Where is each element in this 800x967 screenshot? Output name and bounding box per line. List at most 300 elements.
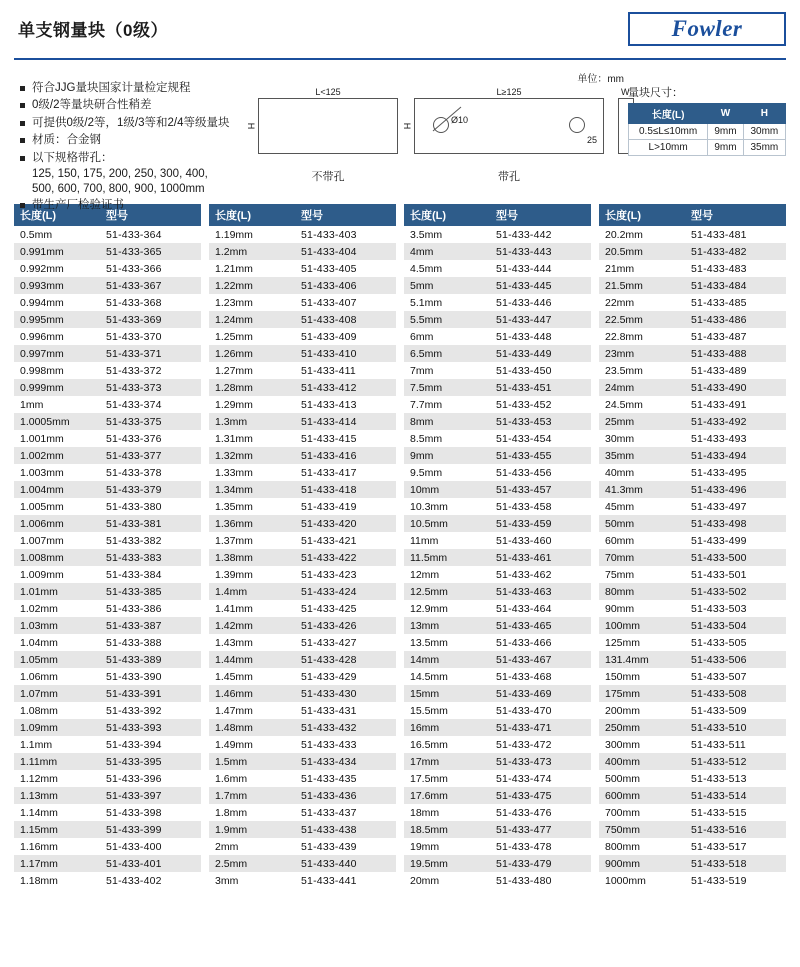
table-row	[599, 515, 786, 532]
table-row	[14, 736, 201, 753]
table-row	[599, 413, 786, 430]
cell-length: 1.003mm	[14, 464, 100, 481]
table-row	[209, 838, 396, 855]
table-row	[404, 736, 591, 753]
cell-length: 14.5mm	[404, 668, 490, 685]
table-row	[599, 668, 786, 685]
product-table-column-3	[404, 204, 591, 889]
table-row	[209, 379, 396, 396]
cell-model: 51-433-456	[490, 464, 591, 481]
cell-length: 1.44mm	[209, 651, 295, 668]
cell-model: 51-433-486	[685, 311, 786, 328]
cell-length: 600mm	[599, 787, 685, 804]
height-label-b: H	[402, 122, 413, 130]
cell-model: 51-433-424	[295, 583, 396, 600]
table-row	[14, 243, 201, 260]
cell-model: 51-433-483	[685, 260, 786, 277]
cell-length: 1.009mm	[14, 566, 100, 583]
cell-length: 3.5mm	[404, 226, 490, 243]
cell-model: 51-433-468	[490, 668, 591, 685]
cell-length: 1.001mm	[14, 430, 100, 447]
cell-length: 41.3mm	[599, 481, 685, 498]
dimension-header-length: 长度(L)	[629, 104, 708, 124]
cell-model: 51-433-449	[490, 345, 591, 362]
cell-model: 51-433-427	[295, 634, 396, 651]
cell-model: 51-433-388	[100, 634, 201, 651]
cell-model: 51-433-365	[100, 243, 201, 260]
product-table-header-row	[599, 204, 786, 226]
cell-length: 17.6mm	[404, 787, 490, 804]
table-row	[599, 498, 786, 515]
table-row	[599, 549, 786, 566]
cell-model: 51-433-442	[490, 226, 591, 243]
drawing-a-caption: 不带孔	[311, 171, 345, 183]
cell-model: 51-433-477	[490, 821, 591, 838]
dimension-header-w: W	[708, 104, 744, 124]
cell-length: 1.26mm	[209, 345, 295, 362]
table-row	[404, 447, 591, 464]
table-row	[14, 651, 201, 668]
cell-length: 1.05mm	[14, 651, 100, 668]
table-row	[404, 226, 591, 243]
cell-model: 51-433-411	[295, 362, 396, 379]
table-row	[629, 140, 786, 156]
table-row	[599, 634, 786, 651]
cell-model: 51-433-412	[295, 379, 396, 396]
table-row	[404, 413, 591, 430]
cell-length: 700mm	[599, 804, 685, 821]
cell-length: 1.39mm	[209, 566, 295, 583]
cell-model: 51-433-475	[490, 787, 591, 804]
cell-model: 51-433-374	[100, 396, 201, 413]
cell-model: 51-433-401	[100, 855, 201, 872]
spec-bullet: 符合JJG量块国家计量检定规程	[20, 80, 246, 97]
table-row	[599, 753, 786, 770]
cell-model: 51-433-501	[685, 566, 786, 583]
cell-model: 51-433-385	[100, 583, 201, 600]
cell-model: 51-433-420	[295, 515, 396, 532]
table-row	[599, 838, 786, 855]
cell-model: 51-433-445	[490, 277, 591, 294]
table-row	[599, 430, 786, 447]
cell-length: 175mm	[599, 685, 685, 702]
table-row	[209, 600, 396, 617]
cell-model: 51-433-428	[295, 651, 396, 668]
cell-length: 12.9mm	[404, 600, 490, 617]
cell-model: 51-433-395	[100, 753, 201, 770]
table-row	[599, 379, 786, 396]
cell-length: 18.5mm	[404, 821, 490, 838]
cell-model: 51-433-433	[295, 736, 396, 753]
cell-length: 0.994mm	[14, 294, 100, 311]
table-row	[404, 872, 591, 889]
dimension-table-header-row	[629, 104, 786, 124]
cell-model: 51-433-519	[685, 872, 786, 889]
cell-length: 40mm	[599, 464, 685, 481]
cell-model: 51-433-400	[100, 838, 201, 855]
cell-length: 2.5mm	[209, 855, 295, 872]
cell-length: 0.997mm	[14, 345, 100, 362]
table-row	[14, 481, 201, 498]
cell-model: 51-433-494	[685, 447, 786, 464]
cell-length: 1.38mm	[209, 549, 295, 566]
cell-model: 51-433-441	[295, 872, 396, 889]
table-row	[404, 396, 591, 413]
cell-length: 1.08mm	[14, 702, 100, 719]
cell-length: 80mm	[599, 583, 685, 600]
table-row	[404, 430, 591, 447]
cell-length: 30mm	[599, 430, 685, 447]
table-row	[404, 600, 591, 617]
block-rect-a	[246, 98, 398, 154]
table-row	[599, 294, 786, 311]
table-row	[14, 532, 201, 549]
height-label-a: H	[246, 122, 257, 130]
table-row	[404, 685, 591, 702]
table-row	[404, 702, 591, 719]
table-row	[404, 345, 591, 362]
table-row	[404, 311, 591, 328]
cell-model: 51-433-389	[100, 651, 201, 668]
drawing-no-hole	[246, 86, 398, 184]
table-row	[599, 481, 786, 498]
table-row	[599, 260, 786, 277]
cell-length: 1.31mm	[209, 430, 295, 447]
cell-length: 1.33mm	[209, 464, 295, 481]
table-row	[404, 379, 591, 396]
table-row	[599, 532, 786, 549]
table-row	[209, 447, 396, 464]
cell-model: 51-433-472	[490, 736, 591, 753]
cell-length: 10mm	[404, 481, 490, 498]
cell-model: 51-433-391	[100, 685, 201, 702]
cell-model: 51-433-439	[295, 838, 396, 855]
cell-model: 51-433-378	[100, 464, 201, 481]
cell-length: 1.01mm	[14, 583, 100, 600]
cell-model: 51-433-368	[100, 294, 201, 311]
cell-length: 7.7mm	[404, 396, 490, 413]
table-row	[599, 719, 786, 736]
cell-model: 51-433-387	[100, 617, 201, 634]
table-row	[209, 243, 396, 260]
cell-length: 100mm	[599, 617, 685, 634]
cell-length: 21.5mm	[599, 277, 685, 294]
cell-model: 51-433-430	[295, 685, 396, 702]
table-row	[404, 243, 591, 260]
cell-model: 51-433-488	[685, 345, 786, 362]
dimension-table-title: 量块尺寸：	[628, 87, 683, 99]
cell-model: 51-433-513	[685, 770, 786, 787]
cell-length: 0.995mm	[14, 311, 100, 328]
cell-length: 1.23mm	[209, 294, 295, 311]
cell-length: 60mm	[599, 532, 685, 549]
cell-model: 51-433-469	[490, 685, 591, 702]
cell-length: 19mm	[404, 838, 490, 855]
table-row	[599, 804, 786, 821]
cell-model: 51-433-390	[100, 668, 201, 685]
table-row	[209, 804, 396, 821]
table-row	[599, 702, 786, 719]
cell-model: 51-433-409	[295, 328, 396, 345]
table-row	[209, 872, 396, 889]
cell-length: 1.11mm	[14, 753, 100, 770]
cell-model: 51-433-507	[685, 668, 786, 685]
table-row	[14, 328, 201, 345]
table-row	[14, 719, 201, 736]
cell-length: 1mm	[14, 396, 100, 413]
product-table-header-row	[404, 204, 591, 226]
cell-length: 300mm	[599, 736, 685, 753]
product-tables	[14, 204, 786, 889]
table-row	[209, 702, 396, 719]
spec-bullet: 材质：合金钢	[20, 132, 246, 149]
cell-model: 51-433-457	[490, 481, 591, 498]
cell-length: 1.29mm	[209, 396, 295, 413]
header-model: 型号	[295, 204, 396, 226]
cell-length: 125mm	[599, 634, 685, 651]
cell-length: 1.005mm	[14, 498, 100, 515]
table-row	[14, 753, 201, 770]
dimension-cell-h: 35mm	[743, 140, 785, 156]
cell-length: 1.27mm	[209, 362, 295, 379]
table-row	[14, 430, 201, 447]
cell-model: 51-433-452	[490, 396, 591, 413]
cell-length: 70mm	[599, 549, 685, 566]
logo-text: Fowler	[671, 16, 743, 41]
table-row	[14, 464, 201, 481]
cell-model: 51-433-371	[100, 345, 201, 362]
table-row	[14, 668, 201, 685]
cell-length: 24mm	[599, 379, 685, 396]
cell-model: 51-433-366	[100, 260, 201, 277]
table-row	[14, 804, 201, 821]
table-row	[209, 430, 396, 447]
cell-length: 13mm	[404, 617, 490, 634]
cell-model: 51-433-413	[295, 396, 396, 413]
cell-length: 11mm	[404, 532, 490, 549]
table-row	[14, 226, 201, 243]
cell-length: 1.35mm	[209, 498, 295, 515]
table-row	[404, 821, 591, 838]
cell-length: 131.4mm	[599, 651, 685, 668]
cell-model: 51-433-489	[685, 362, 786, 379]
table-row	[209, 549, 396, 566]
cell-length: 19.5mm	[404, 855, 490, 872]
table-row	[599, 600, 786, 617]
cell-length: 5.1mm	[404, 294, 490, 311]
cell-length: 1.25mm	[209, 328, 295, 345]
cell-model: 51-433-455	[490, 447, 591, 464]
cell-length: 18mm	[404, 804, 490, 821]
cell-model: 51-433-506	[685, 651, 786, 668]
cell-model: 51-433-496	[685, 481, 786, 498]
cell-length: 1.36mm	[209, 515, 295, 532]
table-row	[599, 328, 786, 345]
table-row	[404, 498, 591, 515]
cell-length: 50mm	[599, 515, 685, 532]
table-row	[209, 685, 396, 702]
cell-model: 51-433-508	[685, 685, 786, 702]
table-row	[209, 328, 396, 345]
cell-model: 51-433-394	[100, 736, 201, 753]
cell-model: 51-433-372	[100, 362, 201, 379]
cell-length: 1.28mm	[209, 379, 295, 396]
table-row	[14, 685, 201, 702]
cell-model: 51-433-379	[100, 481, 201, 498]
cell-model: 51-433-419	[295, 498, 396, 515]
table-row	[599, 226, 786, 243]
cell-model: 51-433-425	[295, 600, 396, 617]
table-row	[404, 617, 591, 634]
cell-model: 51-433-453	[490, 413, 591, 430]
cell-model: 51-433-383	[100, 549, 201, 566]
cell-length: 800mm	[599, 838, 685, 855]
table-row	[14, 787, 201, 804]
table-row	[209, 277, 396, 294]
cell-model: 51-433-460	[490, 532, 591, 549]
table-row	[599, 362, 786, 379]
block-rect-b	[402, 98, 604, 154]
cell-length: 35mm	[599, 447, 685, 464]
cell-length: 1.18mm	[14, 872, 100, 889]
cell-length: 2mm	[209, 838, 295, 855]
cell-model: 51-433-473	[490, 753, 591, 770]
cell-model: 51-433-367	[100, 277, 201, 294]
table-row	[209, 668, 396, 685]
fowler-logo	[628, 12, 786, 46]
table-row	[599, 311, 786, 328]
cell-model: 51-433-422	[295, 549, 396, 566]
dimension-header-h: H	[743, 104, 785, 124]
cell-length: 1000mm	[599, 872, 685, 889]
table-row	[209, 634, 396, 651]
table-row	[14, 872, 201, 889]
table-row	[599, 583, 786, 600]
table-row	[404, 770, 591, 787]
table-row	[209, 226, 396, 243]
table-row	[14, 362, 201, 379]
table-row	[14, 379, 201, 396]
spec-bullet: 0级/2等量块研合性稍差	[20, 97, 246, 114]
table-row	[14, 515, 201, 532]
table-row	[209, 617, 396, 634]
cell-length: 0.992mm	[14, 260, 100, 277]
cell-model: 51-433-429	[295, 668, 396, 685]
cell-model: 51-433-498	[685, 515, 786, 532]
table-row	[404, 362, 591, 379]
drawing-b-caption: 带孔	[498, 171, 520, 183]
table-row	[599, 685, 786, 702]
cell-model: 51-433-467	[490, 651, 591, 668]
cell-model: 51-433-392	[100, 702, 201, 719]
cell-length: 1.42mm	[209, 617, 295, 634]
cell-model: 51-433-476	[490, 804, 591, 821]
product-table-column-2	[209, 204, 396, 889]
table-row	[404, 481, 591, 498]
cell-model: 51-433-440	[295, 855, 396, 872]
cell-length: 17mm	[404, 753, 490, 770]
dimension-cell-w: 9mm	[708, 140, 744, 156]
table-row	[599, 787, 786, 804]
cell-length: 25mm	[599, 413, 685, 430]
cell-model: 51-433-454	[490, 430, 591, 447]
cell-length: 1.3mm	[209, 413, 295, 430]
spec-bullet: 带生产厂检验证书	[20, 197, 246, 214]
table-row	[209, 464, 396, 481]
table-row	[404, 532, 591, 549]
dimension-table-wrapper	[628, 84, 786, 156]
table-row	[14, 311, 201, 328]
header-divider	[14, 58, 786, 60]
table-row	[209, 396, 396, 413]
cell-length: 1.7mm	[209, 787, 295, 804]
table-row	[209, 345, 396, 362]
cell-length: 0.998mm	[14, 362, 100, 379]
cell-model: 51-433-396	[100, 770, 201, 787]
cell-length: 1.02mm	[14, 600, 100, 617]
cell-model: 51-433-418	[295, 481, 396, 498]
cell-model: 51-433-443	[490, 243, 591, 260]
cell-model: 51-433-370	[100, 328, 201, 345]
cell-length: 4.5mm	[404, 260, 490, 277]
cell-length: 4mm	[404, 243, 490, 260]
cell-length: 13.5mm	[404, 634, 490, 651]
cell-model: 51-433-369	[100, 311, 201, 328]
table-row	[14, 583, 201, 600]
cell-model: 51-433-511	[685, 736, 786, 753]
header-length: 长度(L)	[599, 204, 685, 226]
cell-length: 1.41mm	[209, 600, 295, 617]
cell-length: 1.9mm	[209, 821, 295, 838]
cell-length: 23mm	[599, 345, 685, 362]
table-row	[209, 855, 396, 872]
cell-model: 51-433-408	[295, 311, 396, 328]
table-row	[209, 362, 396, 379]
cell-length: 16.5mm	[404, 736, 490, 753]
cell-length: 90mm	[599, 600, 685, 617]
cell-model: 51-433-407	[295, 294, 396, 311]
cell-model: 51-433-398	[100, 804, 201, 821]
cell-length: 14mm	[404, 651, 490, 668]
table-row	[599, 855, 786, 872]
cell-model: 51-433-397	[100, 787, 201, 804]
cell-length: 1.002mm	[14, 447, 100, 464]
table-row	[209, 515, 396, 532]
cell-length: 1.24mm	[209, 311, 295, 328]
cell-length: 1.15mm	[14, 821, 100, 838]
table-row	[599, 277, 786, 294]
cell-length: 22mm	[599, 294, 685, 311]
cell-length: 1.4mm	[209, 583, 295, 600]
cell-length: 5mm	[404, 277, 490, 294]
table-row	[629, 124, 786, 140]
header-length: 长度(L)	[209, 204, 295, 226]
cell-model: 51-433-471	[490, 719, 591, 736]
cell-length: 1.12mm	[14, 770, 100, 787]
spec-sizes-line1: 125, 150, 175, 200, 250, 300, 400,	[32, 168, 208, 180]
table-row	[209, 413, 396, 430]
table-row	[14, 549, 201, 566]
table-row	[14, 260, 201, 277]
cell-model: 51-433-461	[490, 549, 591, 566]
cell-model: 51-433-386	[100, 600, 201, 617]
cell-length: 1.43mm	[209, 634, 295, 651]
cell-model: 51-433-490	[685, 379, 786, 396]
cell-length: 1.14mm	[14, 804, 100, 821]
drawing-a-dimension: L<125	[315, 87, 341, 97]
cell-length: 1.37mm	[209, 532, 295, 549]
table-row	[14, 447, 201, 464]
